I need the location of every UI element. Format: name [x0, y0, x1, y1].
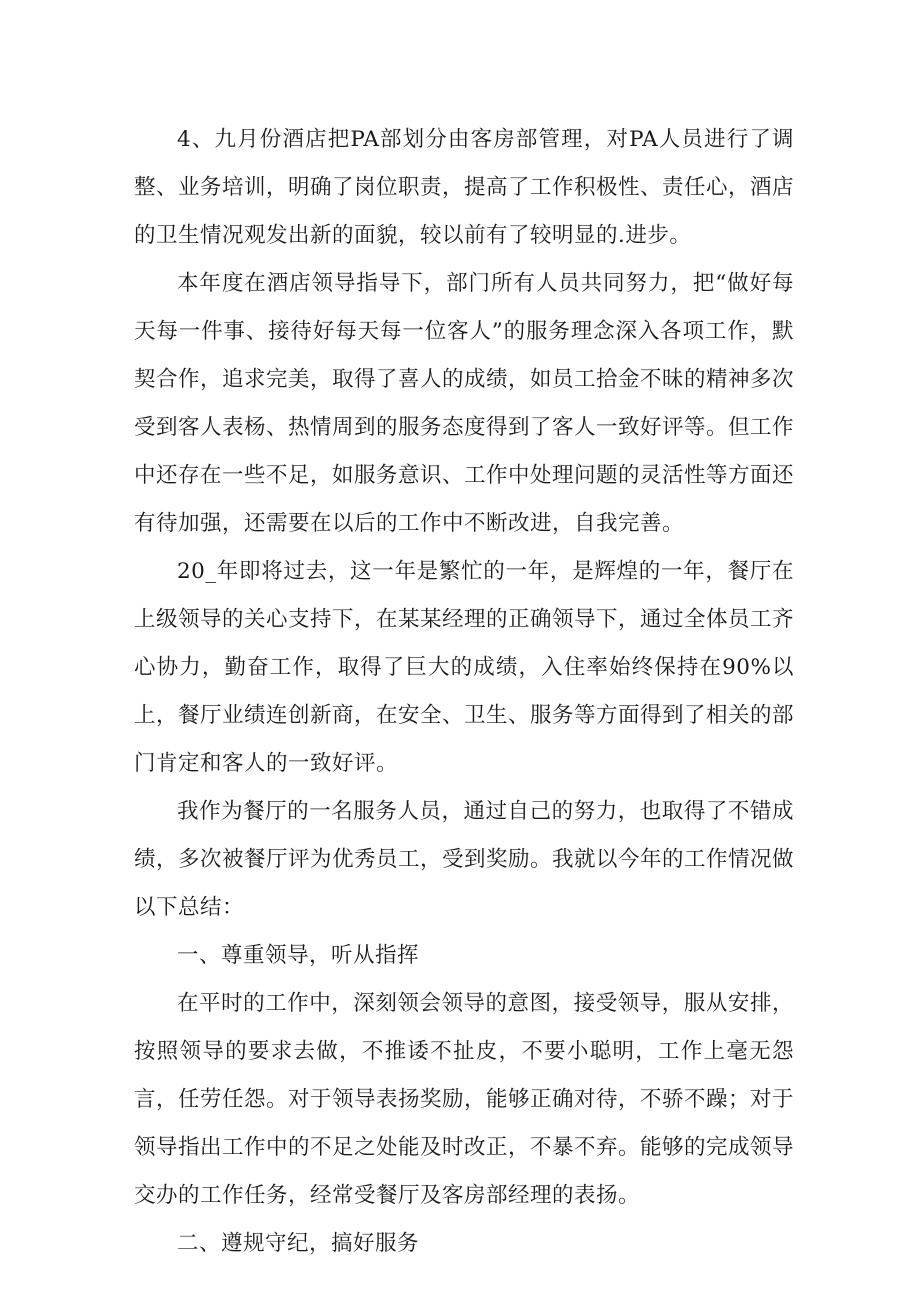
paragraph-annual-summary: 本年度在酒店领导指导下，部门所有人员共同努力，把“做好每天每一件事、接待好每天每一位客人”的服务理念深入各项工作，默契合作，追求完美，取得了喜人的成绩，如员工拾金不昧的精神多次受到客人表杨、热情周到的服务态度得到了客人一致好评等。但工作中还存在一些不足，如服务意识、工作中处理问题的灵活性等方面还有待加强，还需要在以后的工作中不断改进，自我完善。	[134, 271, 795, 536]
section-heading-discipline-service: 二、遵规守纪，搞好服务	[177, 1231, 420, 1256]
section-heading-respect-leadership: 一、尊重领导，听从指挥	[177, 943, 420, 968]
paragraph-year-review: 20_年即将过去，这一年是繁忙的一年，是辉煌的一年，餐厅在上级领导的关心支持下，在某某经理的正确领导下，通过全体员工齐心协力，勤奋工作，取得了巨大的成绩，入住率始终保持在90%以上，餐厅业绩连创新商，在安全、卫生、服务等方面得到了相关的部门肯定和客人的一致好评。	[134, 559, 795, 776]
paragraph-personal-intro: 我作为餐厅的一名服务人员，通过自己的努力，也取得了不错成绩，多次被餐厅评为优秀员工，受到奖励。我就以今年的工作情况做以下总结：	[134, 799, 795, 920]
document-body	[134, 116, 794, 1268]
paragraph-pa-department: 4、九月份酒店把PA部划分由客房部管理，对PA人员进行了调整、业务培训，明确了岗位职责，提高了工作积极性、责任心，酒店的卫生情况观发出新的面貌，较以前有了较明显的.进步。	[134, 127, 795, 248]
paragraph-respect-leadership: 在平时的工作中，深刻领会领导的意图，接受领导，服从安排，按照领导的要求去做，不推诿不扯皮，不要小聪明，工作上毫无怨言，任劳任怨。对于领导表扬奖励，能够正确对待，不骄不躁；对于领导指出工作中的不足之处能及时改正，不暴不弃。能够的完成领导交办的工作任务，经常受餐厅及客房部经理的表扬。	[134, 991, 795, 1208]
